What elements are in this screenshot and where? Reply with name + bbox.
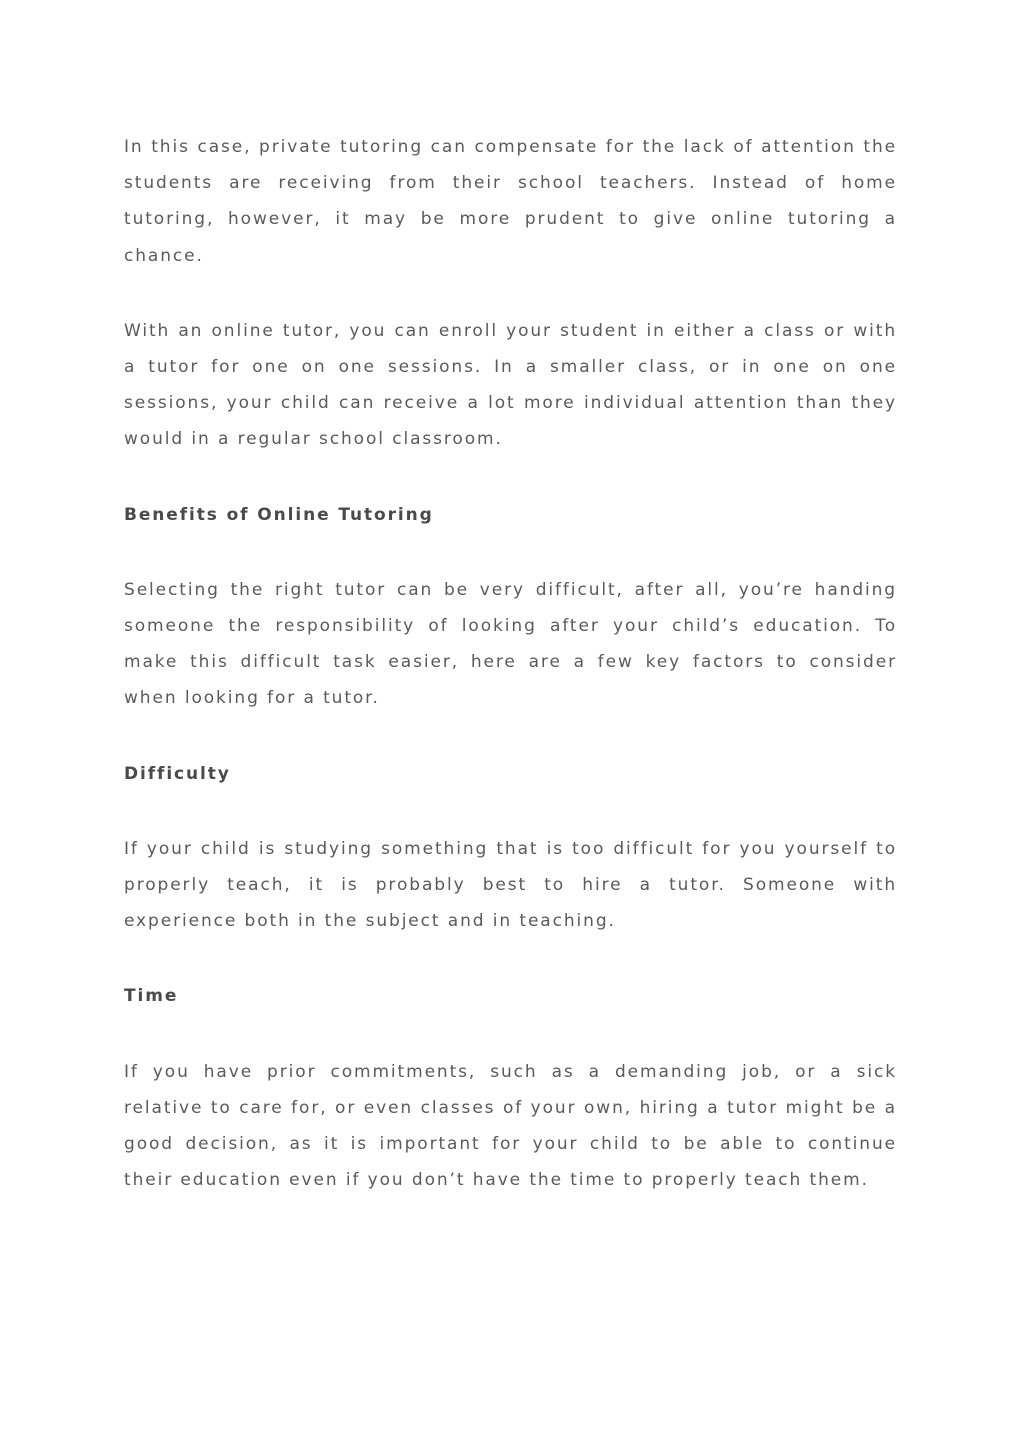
heading-difficulty: Difficulty	[124, 763, 231, 784]
heading-benefits-of-online-tutoring: Benefits of Online Tutoring	[124, 504, 434, 525]
heading-time: Time	[124, 986, 179, 1007]
paragraph-private-tutoring: In this case, private tutoring can compensate for the lack of attention the students are receiving from their school teachers. Instead of home tutoring, however, it may be more prudent to give online tutoring a chance.	[124, 137, 897, 266]
paragraph-time: If you have prior commitments, such as a demanding job, or a sick relative to care for, or even classes of your own, hiring a tutor might be a good decision, as it is important for your child to be able to continue their education even if you don’t have the time to properly teach them.	[124, 1061, 897, 1191]
document-page	[124, 129, 897, 1237]
paragraph-selecting-tutor: Selecting the right tutor can be very difficult, after all, you’re handing someone the responsibility of looking after your child’s education. To make this difficult task easier, here are a few key factors to consider when looking for a tutor.	[124, 579, 897, 709]
paragraph-difficulty: If your child is studying something that is too difficult for you yourself to properly teach, it is probably best to hire a tutor. Someone with experience both in the subject and in teaching.	[124, 838, 897, 932]
paragraph-online-tutor: With an online tutor, you can enroll your student in either a class or with a tutor for one on one sessions. In a smaller class, or in one on one sessions, your child can receive a lot more individual attention than they would in a regular school classroom.	[124, 320, 897, 450]
